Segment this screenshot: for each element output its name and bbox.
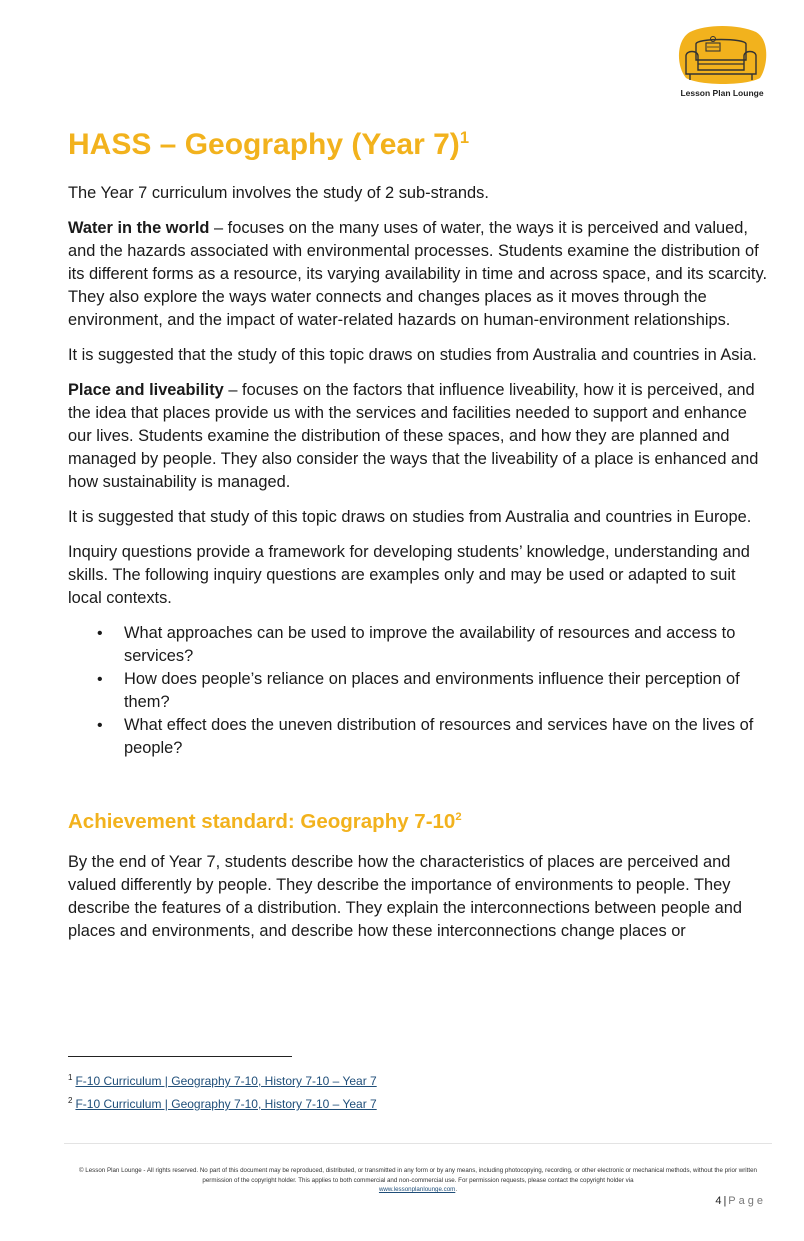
inquiry-questions-list: [68, 622, 768, 760]
copyright-notice: [66, 1166, 770, 1195]
place-text: – focuses on the factors that influence liveability, how it is perceived, and the idea that places provide us with the services and facilities needed to support and enhance our lives. Students examine the distribution of these spaces, and how they are planned and managed by people. They also consider the ways that the liveability of a place is enhanced and how sustainability is managed.: [68, 381, 759, 491]
footnote-link[interactable]: F-10 Curriculum | Geography 7-10, History 7-10 – Year 7: [75, 1074, 377, 1088]
page-word: Page: [728, 1195, 766, 1207]
footnotes: [68, 1068, 568, 1114]
website-link[interactable]: www.lessonplanlounge.com: [378, 1186, 456, 1193]
page-number: [715, 1195, 766, 1207]
footnote-2: [68, 1091, 568, 1114]
list-item: • What approaches can be used to improve the availability of resources and access to services?: [124, 622, 768, 668]
water-text: – focuses on the many uses of water, the ways it is perceived and valued, and the hazards associated with environmental processes. Students examine the distribution of its different forms as a resource, its varying availability in time and across space, and its scarcity. They also explore the ways water connects and changes places as it moves through the environment, and the impact of water-related hazards on human-environment relationships.: [68, 219, 768, 329]
main-content: [68, 126, 768, 955]
page-number-value: 4: [715, 1195, 722, 1207]
footnote-link[interactable]: F-10 Curriculum | Geography 7-10, History 7-10 – Year 7: [75, 1097, 377, 1111]
place-paragraph: [68, 379, 768, 494]
water-paragraph: [68, 217, 768, 332]
intro-paragraph: The Year 7 curriculum involves the study of 2 sub-strands.: [68, 184, 489, 202]
footnote-number: 1: [68, 1073, 73, 1082]
water-heading: Water in the world: [68, 219, 210, 237]
footnote-1: [68, 1068, 568, 1091]
copyright-period: .: [455, 1186, 458, 1193]
page-title: [68, 126, 768, 164]
place-heading: Place and liveability: [68, 381, 224, 399]
logo-text: Lesson Plan Lounge: [680, 88, 764, 98]
achievement-heading: [68, 808, 768, 836]
inquiry-intro: Inquiry questions provide a framework for developing students’ knowledge, understanding and skills. The following inquiry questions are examples only and may be used or adapted to suit local contexts.: [68, 543, 750, 607]
achievement-heading-text: Achievement standard: Geography 7-10: [68, 810, 456, 833]
footnote-number: 2: [68, 1096, 73, 1105]
footer-divider: [64, 1143, 772, 1144]
achievement-footnote-ref: 2: [455, 811, 462, 824]
list-item: • What effect does the uneven distribution of resources and services have on the lives of people?: [124, 714, 768, 760]
water-suggestion: It is suggested that the study of this topic draws on studies from Australia and countries in Asia.: [68, 346, 757, 364]
list-item: • How does people’s reliance on places and environments influence their perception of them?: [124, 668, 768, 714]
footnote-divider: [68, 1056, 292, 1057]
title-text: HASS – Geography (Year 7): [68, 128, 460, 161]
achievement-paragraph: By the end of Year 7, students describe how the characteristics of places are perceived and valued differently by people. They describe the importance of environments to people. They describe the features of a distribution. They explain the interconnections between people and places and environments, and describe how these interconnections change places or: [68, 853, 742, 940]
page-separator: |: [723, 1195, 727, 1207]
logo: [672, 26, 772, 101]
copyright-text: © Lesson Plan Lounge - All rights reserved. No part of this document may be reproduced, distributed, or transmitted in any form or by any means, including photocopying, recording, or other electronic or mechanical methods, without the prior written permission of the copyright holder. This applies to both commercial and non-commercial use. For permission requests, please contact the copyright holder via: [79, 1167, 757, 1184]
place-suggestion: It is suggested that study of this topic draws on studies from Australia and countries in Europe.: [68, 508, 752, 526]
title-footnote-ref: 1: [459, 129, 469, 147]
sofa-icon: [676, 26, 768, 88]
